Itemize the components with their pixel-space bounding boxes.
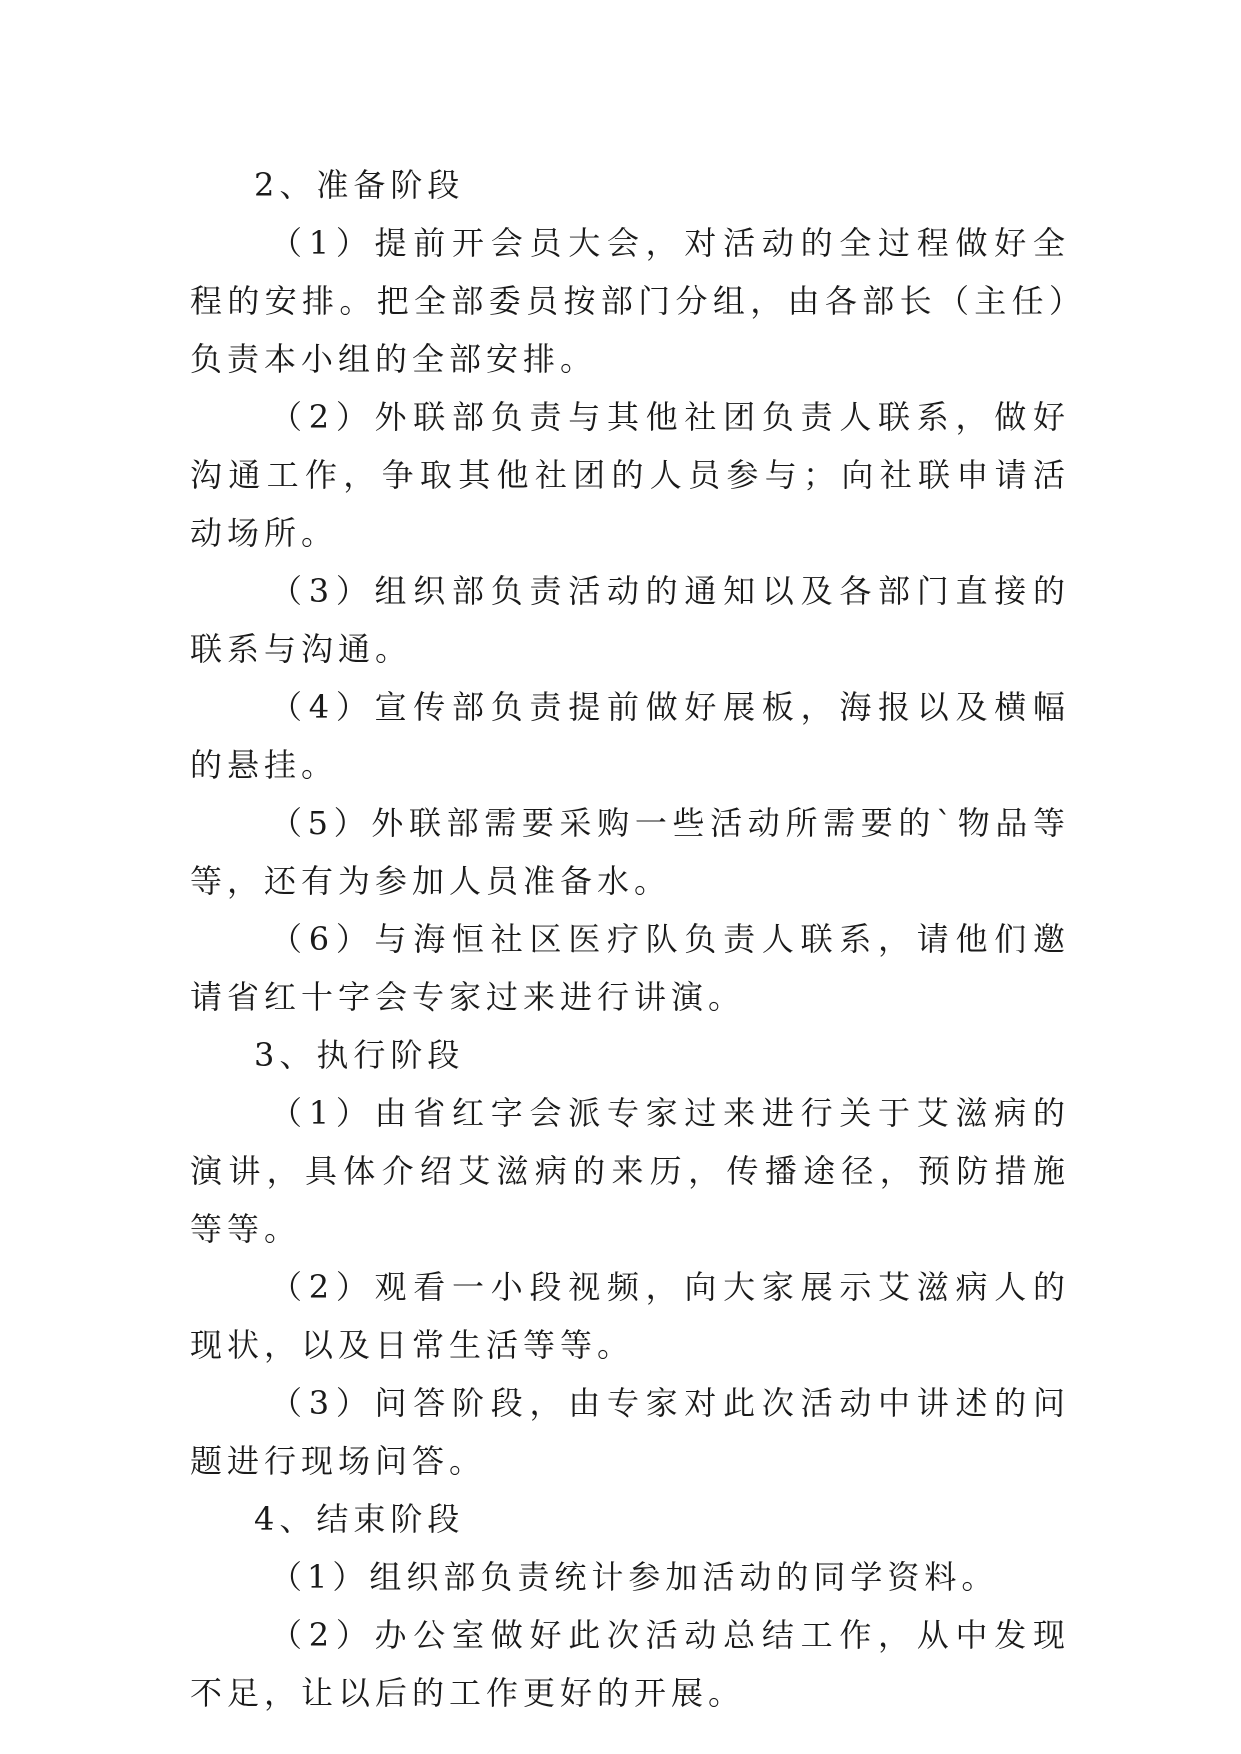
paragraph: （3）问答阶段，由专家对此次活动中讲述的问题进行现场问答。 <box>190 1384 1070 1480</box>
paragraph: （2）观看一小段视频，向大家展示艾滋病人的现状，以及日常生活等等。 <box>190 1268 1070 1364</box>
section-heading-preparation: 2、准备阶段 <box>254 166 465 204</box>
paragraph: （1）提前开会员大会，对活动的全过程做好全程的安排。把全部委员按部门分组，由各部长（主任）负责本小组的全部安排。 <box>190 224 1070 378</box>
paragraph: （5）外联部需要采购一些活动所需要的`物品等等，还有为参加人员准备水。 <box>190 804 1070 900</box>
paragraph: （2）外联部负责与其他社团负责人联系，做好沟通工作，争取其他社团的人员参与；向社联申请活动场所。 <box>190 398 1070 552</box>
section-heading-execution: 3、执行阶段 <box>254 1036 465 1074</box>
paragraph: （6）与海恒社区医疗队负责人联系，请他们邀请省红十字会专家过来进行讲演。 <box>190 920 1070 1016</box>
paragraph: （1）由省红字会派专家过来进行关于艾滋病的演讲，具体介绍艾滋病的来历，传播途径，预防措施等等。 <box>190 1094 1070 1248</box>
paragraph: （1）组织部负责统计参加活动的同学资料。 <box>270 1558 999 1596</box>
paragraph: （4）宣传部负责提前做好展板，海报以及横幅的悬挂。 <box>190 688 1070 784</box>
section-heading-conclusion: 4、结束阶段 <box>254 1500 465 1538</box>
document-body <box>190 156 1070 1722</box>
paragraph: （2）办公室做好此次活动总结工作，从中发现不足，让以后的工作更好的开展。 <box>190 1616 1070 1712</box>
paragraph: （3）组织部负责活动的通知以及各部门直接的联系与沟通。 <box>190 572 1070 668</box>
